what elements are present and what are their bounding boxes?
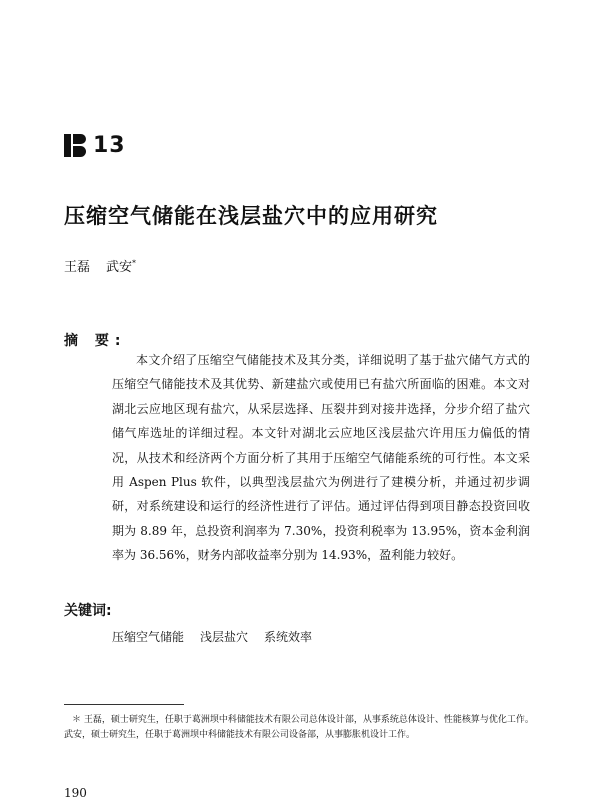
keyword-2: 浅层盐穴 [200, 630, 249, 644]
report-label [64, 133, 126, 158]
footnote: ＊ 王磊，硕士研究生，任职于葛洲坝中科储能技术有限公司总体设计部，从事系统总体设计、性能核算与优化工作。武安，硕士研究生，任职于葛洲坝中科储能技术有限公司设备部，从事膨胀机设计工作。 [64, 715, 534, 740]
report-number: 13 [93, 133, 126, 158]
page-number: 190 [64, 786, 87, 800]
author-2 [106, 256, 136, 275]
author-1: 王磊 [64, 260, 91, 275]
page-title: 压缩空气储能在浅层盐穴中的应用研究 [64, 204, 438, 228]
keywords-heading: 关键词: [64, 603, 112, 619]
authors [64, 256, 136, 275]
keyword-1: 压缩空气储能 [112, 630, 185, 644]
abstract-heading: 摘 要: [64, 333, 127, 349]
author-2-name: 武安 [106, 260, 133, 275]
footnote-divider [64, 704, 184, 705]
keyword-3: 系统效率 [264, 630, 313, 644]
keywords-list [112, 628, 312, 645]
report-b-logo-icon [64, 134, 86, 157]
abstract-text: 本文介绍了压缩空气储能技术及其分类，详细说明了基于盐穴储气方式的压缩空气储能技术及其优势、新建盐穴或使用已有盐穴所面临的困难。本文对湖北云应地区现有盐穴，从采层选择、压裂井到对接井选择，分步介绍了盐穴储气库选址的详细过程。本文针对湖北云应地区浅层盐穴许用压力偏低的情况，从技术和经济两个方面分析了其用于压缩空气储能系统的可行性。本文采用 Aspen Plus 软件，以典型浅层盐穴为例进行了建模分析，并通过初步调研，对系统建设和运行的经济性进行了评估。通过评估得到项目静态投资回收期为 8.89 年，总投资利润率为 7.30%，投资利税率为 13.95%，资本金利润率为 36.56%，财务内部收益率分别为 14.93%，盈利能力较好。 [112, 353, 530, 563]
corresponding-mark: * [132, 258, 137, 268]
